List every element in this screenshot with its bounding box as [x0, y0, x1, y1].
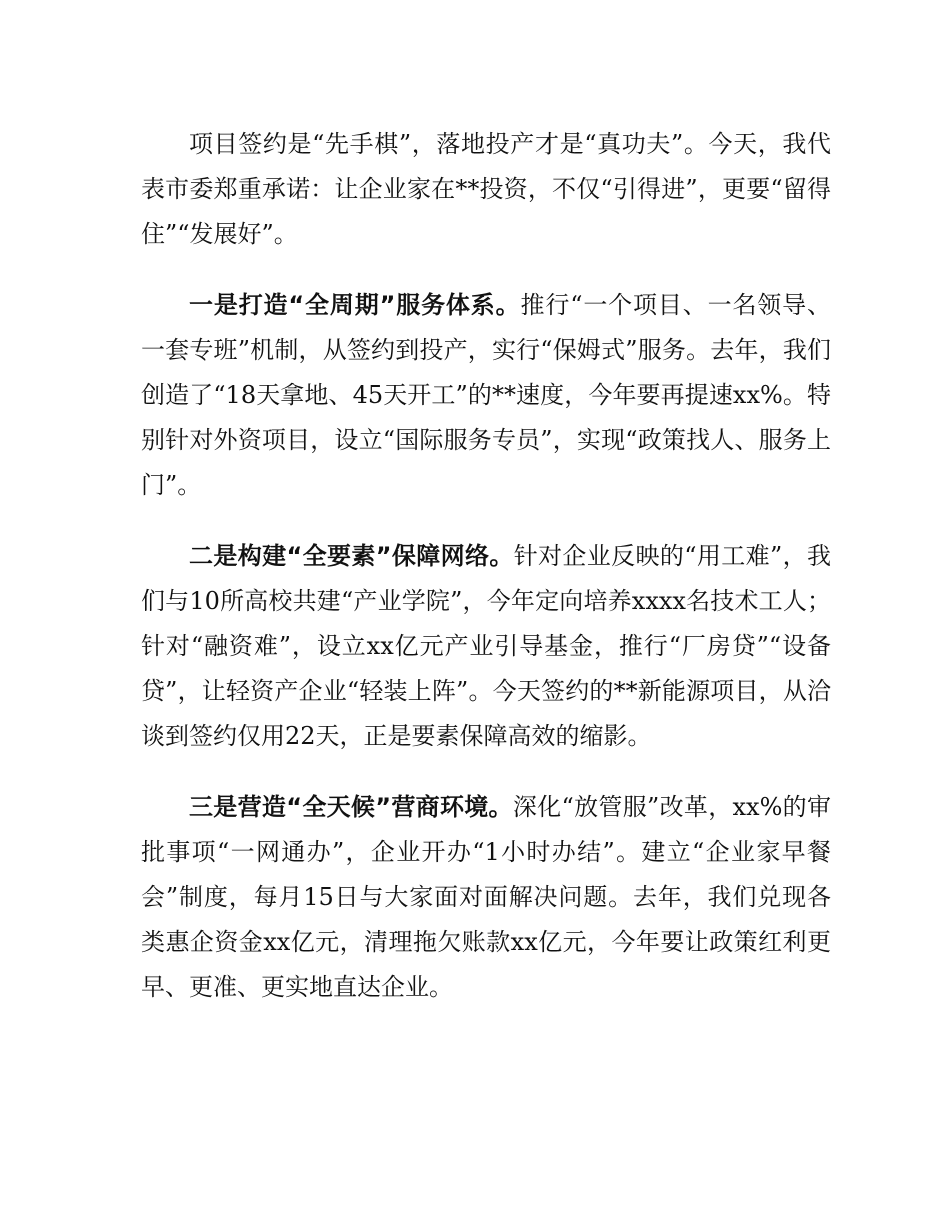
paragraph-business-environment [141, 785, 831, 1010]
paragraph-text: 项目签约是“先手棋”，落地投产才是“真功夫”。今天，我代表市委郑重承诺：让企业家在**投资，不仅“引得进”，更要“留得住”“发展好”。 [141, 130, 831, 248]
paragraph-service-system [141, 283, 831, 508]
paragraph-intro [141, 122, 831, 257]
paragraph-text: 推行“一个项目、一名领导、一套专班”机制，从签约到投产，实行“保姆式”服务。去年，我们创造了“18天拿地、45天开工”的**速度，今年要再提速xx%。特别针对外资项目，设立“国际服务专员”，实现“政策找人、服务上门”。 [141, 291, 832, 499]
paragraph-heading: 一是打造“全周期”服务体系。 [189, 291, 521, 319]
paragraph-text: 针对企业反映的“用工难”，我们与10所高校共建“产业学院”，今年定向培养xxxx名技术工人；针对“融资难”，设立xx亿元产业引导基金，推行“厂房贷”“设备贷”，让轻资产企业“轻装上阵”。今天签约的**新能源项目，从洽谈到签约仅用22天，正是要素保障高效的缩影。 [141, 542, 831, 750]
paragraph-text: 深化“放管服”改革，xx%的审批事项“一网通办”，企业开办“1小时办结”。建立“企业家早餐会”制度，每月15日与大家面对面解决问题。去年，我们兑现各类惠企资金xx亿元，清理拖欠账款xx亿元，今年要让政策红利更早、更准、更实地直达企业。 [141, 793, 831, 1001]
paragraph-guarantee-network [141, 534, 831, 759]
paragraph-heading: 三是营造“全天候”营商环境。 [189, 793, 513, 821]
paragraph-heading: 二是构建“全要素”保障网络。 [189, 542, 514, 570]
document-body [141, 122, 831, 1036]
